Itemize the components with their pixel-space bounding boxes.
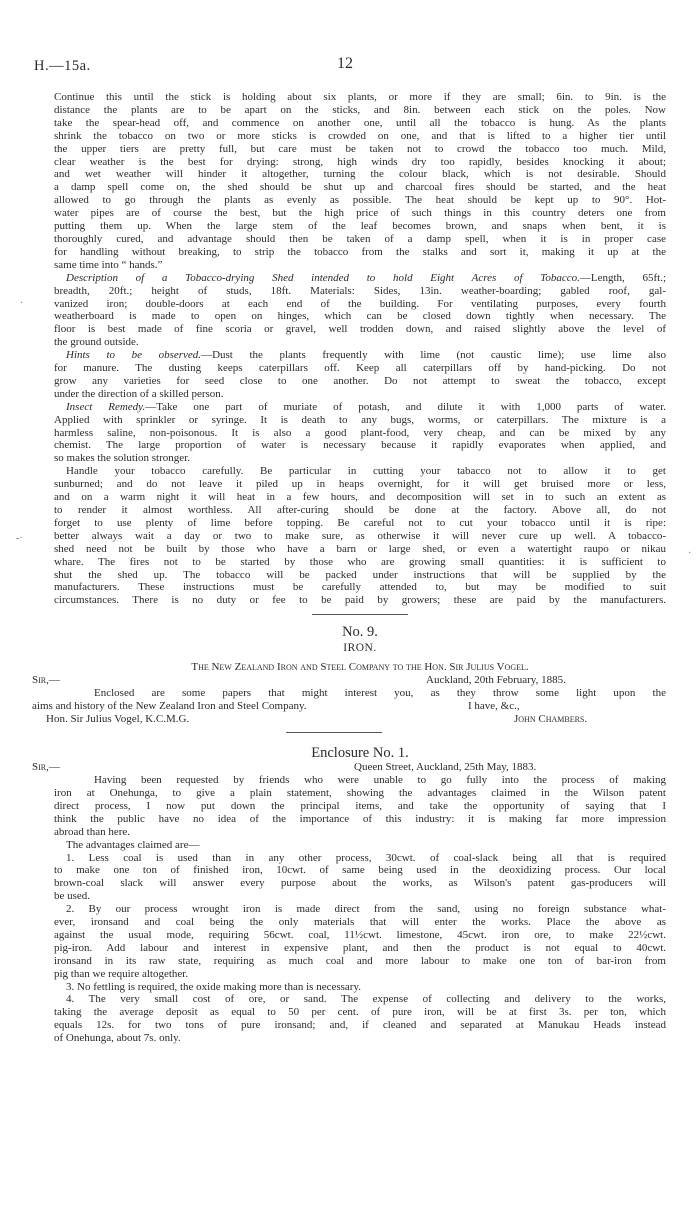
text-line: the upper tiers are pretty full, but care must be taken not to crowd the tobacco too much. Mild, <box>54 142 666 155</box>
text-line: putting them up. When the large stem of the leaf becomes brown, and snaps when bent, it is <box>54 220 666 233</box>
signature: John Chambers. <box>514 713 588 726</box>
text-line <box>54 401 666 414</box>
enclosure-title: Enclosure No. 1. <box>311 745 409 762</box>
salutation-row <box>32 761 666 774</box>
text-line: manufacturers. These instructions must be carefully attended to, but may be modified to suit <box>54 581 666 594</box>
insect-remedy-paragraph <box>54 401 666 466</box>
text-line: of Onehunga, about 7s. only. <box>54 1032 181 1045</box>
section-divider <box>286 732 382 733</box>
text-line <box>32 700 666 713</box>
letter-from-to: The New Zealand Iron and Steel Company to the Hon. Sir Julius Vogel. <box>191 661 529 674</box>
addressee-row <box>46 713 666 726</box>
text-line: forget to use plenty of lime before topping. Be careful not to cut your tobacco until it is ripe: <box>54 516 666 529</box>
text-line: allowed to go through the plants as evenly as possible. The heat should be kept up to 90°. Hot- <box>54 194 666 207</box>
insect-heading: Insect Remedy. <box>66 400 146 413</box>
text-line: take the spear-head off, and commence on another one, until all the tobacco is hung. As the plants <box>54 116 666 129</box>
section-enclosure <box>32 745 666 1045</box>
addressee: Hon. Sir Julius Vogel, K.C.M.G. <box>46 713 190 726</box>
text-line: 3. No fettling is required, the oxide making more than is necessary. <box>66 980 361 993</box>
text-line: direct process, I now put down the principal items, and take the opportunity of saying that I <box>54 799 666 812</box>
place-date: Auckland, 20th February, 1885. <box>426 674 566 687</box>
salutation-row <box>32 674 666 687</box>
page-number: 12 <box>337 55 353 72</box>
text-line: grow any varieties for seed close to one another. Do not attempt to sweat the tobacco, except <box>54 374 666 387</box>
text-line: pig than we require altogether. <box>54 967 189 980</box>
text-line: breadth, 20ft.; height of studs, 18ft. Materials: Sides, 13in. weather-boarding; gabled roof, gal- <box>54 284 666 297</box>
text-line: 4. The very small cost of ore, or sand. The expense of collecting and delivery to the works, <box>66 993 666 1006</box>
text-line: so makes the solution stronger. <box>54 452 190 465</box>
text-line: abroad than here. <box>54 825 131 838</box>
text-line: clear weather is the best for drying: strong, high winds dry too rapidly, besides knocking it about; <box>54 155 666 168</box>
text-line: whare. The fires not to be started by those who are growing small quantities: it is sufficient to <box>54 555 666 568</box>
text-line: for handling without breaking, to strip the tobacco from the stalks and sort it, making it up at the <box>54 245 666 258</box>
tobacco-continue-paragraph <box>54 91 666 272</box>
text-line: to make one ton of finished iron, 10cwt. of same being used in the deoxidizing process. Our local <box>54 864 666 877</box>
text-line: Handle your tobacco carefully. Be particular in cutting your tabacco not to allow it to get <box>66 465 666 478</box>
text-line <box>54 349 666 362</box>
hints-paragraph <box>54 349 666 401</box>
text-line: water pipes are of course the best, but the high price of such things in this country deters one from <box>54 207 666 220</box>
text-line: under the direction of a skilled person. <box>54 387 224 400</box>
text-line: the ground outside. <box>54 336 139 349</box>
text-line: Having been requested by friends who were unable to go fully into the process of making <box>94 774 666 787</box>
text-line: thoroughly cured, and advantage should then be taken of a damp spell, when it is in proper case <box>54 232 666 245</box>
text-line: distance the plants are to be apart on the sticks, and 8in. between each stick on the poles. Now <box>54 103 666 116</box>
salutation: Sir,— <box>32 761 60 774</box>
section-title: IRON. <box>343 642 377 655</box>
text-line: shed need not be built by those who have a barn or large shed, or even a watertight raupo or nikau <box>54 542 666 555</box>
text-line: same time into “ hands.” <box>54 258 163 271</box>
page-body <box>32 91 666 1045</box>
text-line: brown-coal slack will answer every purpose about the works, as Wilson's patent gas-producers will <box>54 877 666 890</box>
document-reference: H.—15a. <box>34 58 91 74</box>
text-line: Enclosed are some papers that might interest you, as they throw some light upon the <box>94 687 666 700</box>
section-number: No. 9. <box>342 624 378 641</box>
hints-heading: Hints to be observed. <box>66 349 202 362</box>
text-run: —Take one part of muriate of potash, and dilute it with 1,000 parts of water. <box>145 400 666 413</box>
text-line: for manure. The dusting keeps caterpillars off. Keep all caterpillars off by hand-picking. Do not <box>54 362 666 375</box>
text-line: chemist. The large proportion of water is necessary because it rapidly evaporates when applied, and <box>54 439 666 452</box>
text-line: and on a warm night it will heat in a few hours, and decomposition will set in to such an extent as <box>54 491 666 504</box>
salutation: Sir,— <box>32 674 60 687</box>
text-line: harmless saline, non-poisonous. It is also a good plant-food, very cheap, and can be mixed by any <box>54 426 666 439</box>
shed-description-paragraph <box>54 272 666 349</box>
margin-mark: · <box>688 548 692 559</box>
text-line: and wet weather will hinder it altogether, turning the colour black, which is not desirable. Should <box>54 168 666 181</box>
text-line: equals 12s. for two tons of pure ironsand; and, if cleaned and separated at Manukau Heads instead <box>54 1019 666 1032</box>
section-divider <box>312 614 408 615</box>
text-line: a damp spell come on, the shed should be shut up and charcoal fires should be started, and the heat <box>54 181 666 194</box>
advantages-intro: The advantages claimed are— <box>66 838 200 851</box>
text-line: better always wait a day or two to make sure, as otherwise it will never cure up well. A tobacco- <box>54 529 666 542</box>
text-line: shut the shed up. The tobacco will be packed under instructions that will be supplied by the <box>54 568 666 581</box>
text-line: Continue this until the stick is holding about six plants, or more if they are small; 6in. to 9in. is the <box>54 91 666 103</box>
text-line <box>54 272 666 285</box>
text-line: ever, ironsand and coal being the only materials that will enter the works. Place the above as <box>54 916 666 929</box>
text-run: aims and history of the New Zealand Iron and Steel Company. <box>32 700 307 713</box>
section-no9 <box>32 624 666 726</box>
text-run: —Length, 65ft.; <box>579 271 666 284</box>
margin-mark: · <box>20 298 24 309</box>
text-run: —Dust the plants frequently with lime (not caustic lime); use lime also <box>201 349 666 362</box>
text-line: sunburned; and do not leave it piled up in heaps overnight, for it will get bruised more or less, <box>54 478 666 491</box>
text-line: think the public have no idea of the importance of this industry: it is making far more impression <box>54 812 666 825</box>
text-line: vanized iron; double-doors at each end of the building. For ventilating purposes, every fourth <box>54 297 666 310</box>
text-line: 1. Less coal is used than in any other process, 30cwt. of coal-slack being all that is required <box>66 851 666 864</box>
text-line: 2. By our process wrought iron is made direct from the sand, using no foreign substance what- <box>66 903 666 916</box>
text-line: weatherboard is made to open on hinges, which can be closed down tightly when necessary. The <box>54 310 666 323</box>
text-line: shrink the tobacco on two or more sticks is crowded on one, and that is lifted to a higher tier until <box>54 129 666 142</box>
handle-tobacco-paragraph <box>54 465 666 607</box>
closing: I have, &c., <box>468 700 520 713</box>
text-line: iron at Onehunga, to give a plain statement, showing the advantages claimed in the Wilson patent <box>54 786 666 799</box>
margin-mark: -· <box>16 533 23 544</box>
text-line: taking the average deposit as equal to 50 per cent. of pure iron, will be at first 3s. per ton, which <box>54 1006 666 1019</box>
text-line: ironsand in its raw state, requiring as much coal and more labour to make one ton of bar-iron from <box>54 954 666 967</box>
text-line: be used. <box>54 890 91 903</box>
shed-heading: Description of a Tobacco-drying Shed intended to hold Eight Acres of Tobacco. <box>66 271 580 284</box>
text-line: pig-iron. Add labour and interest in expensive plant, and then the product is not equal to 40cwt. <box>54 941 666 954</box>
text-line: to render it almost worthless. All after-curing should be done at the factory. Above all, do not <box>54 504 666 516</box>
text-line: circumstances. There is no duty or fee to be paid by growers; these are paid by the manufacturers. <box>54 594 666 607</box>
text-line: floor is best made of fine scoria or gravel, well trodden down, and raised slightly above the level of <box>54 323 666 336</box>
text-line: against the usual mode, requiring 56cwt. coal, 11½cwt. limestone, 45cwt. iron ore, to make 22½cwt. <box>54 928 666 941</box>
place-date: Queen Street, Auckland, 25th May, 1883. <box>354 761 537 774</box>
text-line: Applied with sprinkler or syringe. It is death to any bugs, worms, or caterpillars. The mixture is a <box>54 413 666 426</box>
